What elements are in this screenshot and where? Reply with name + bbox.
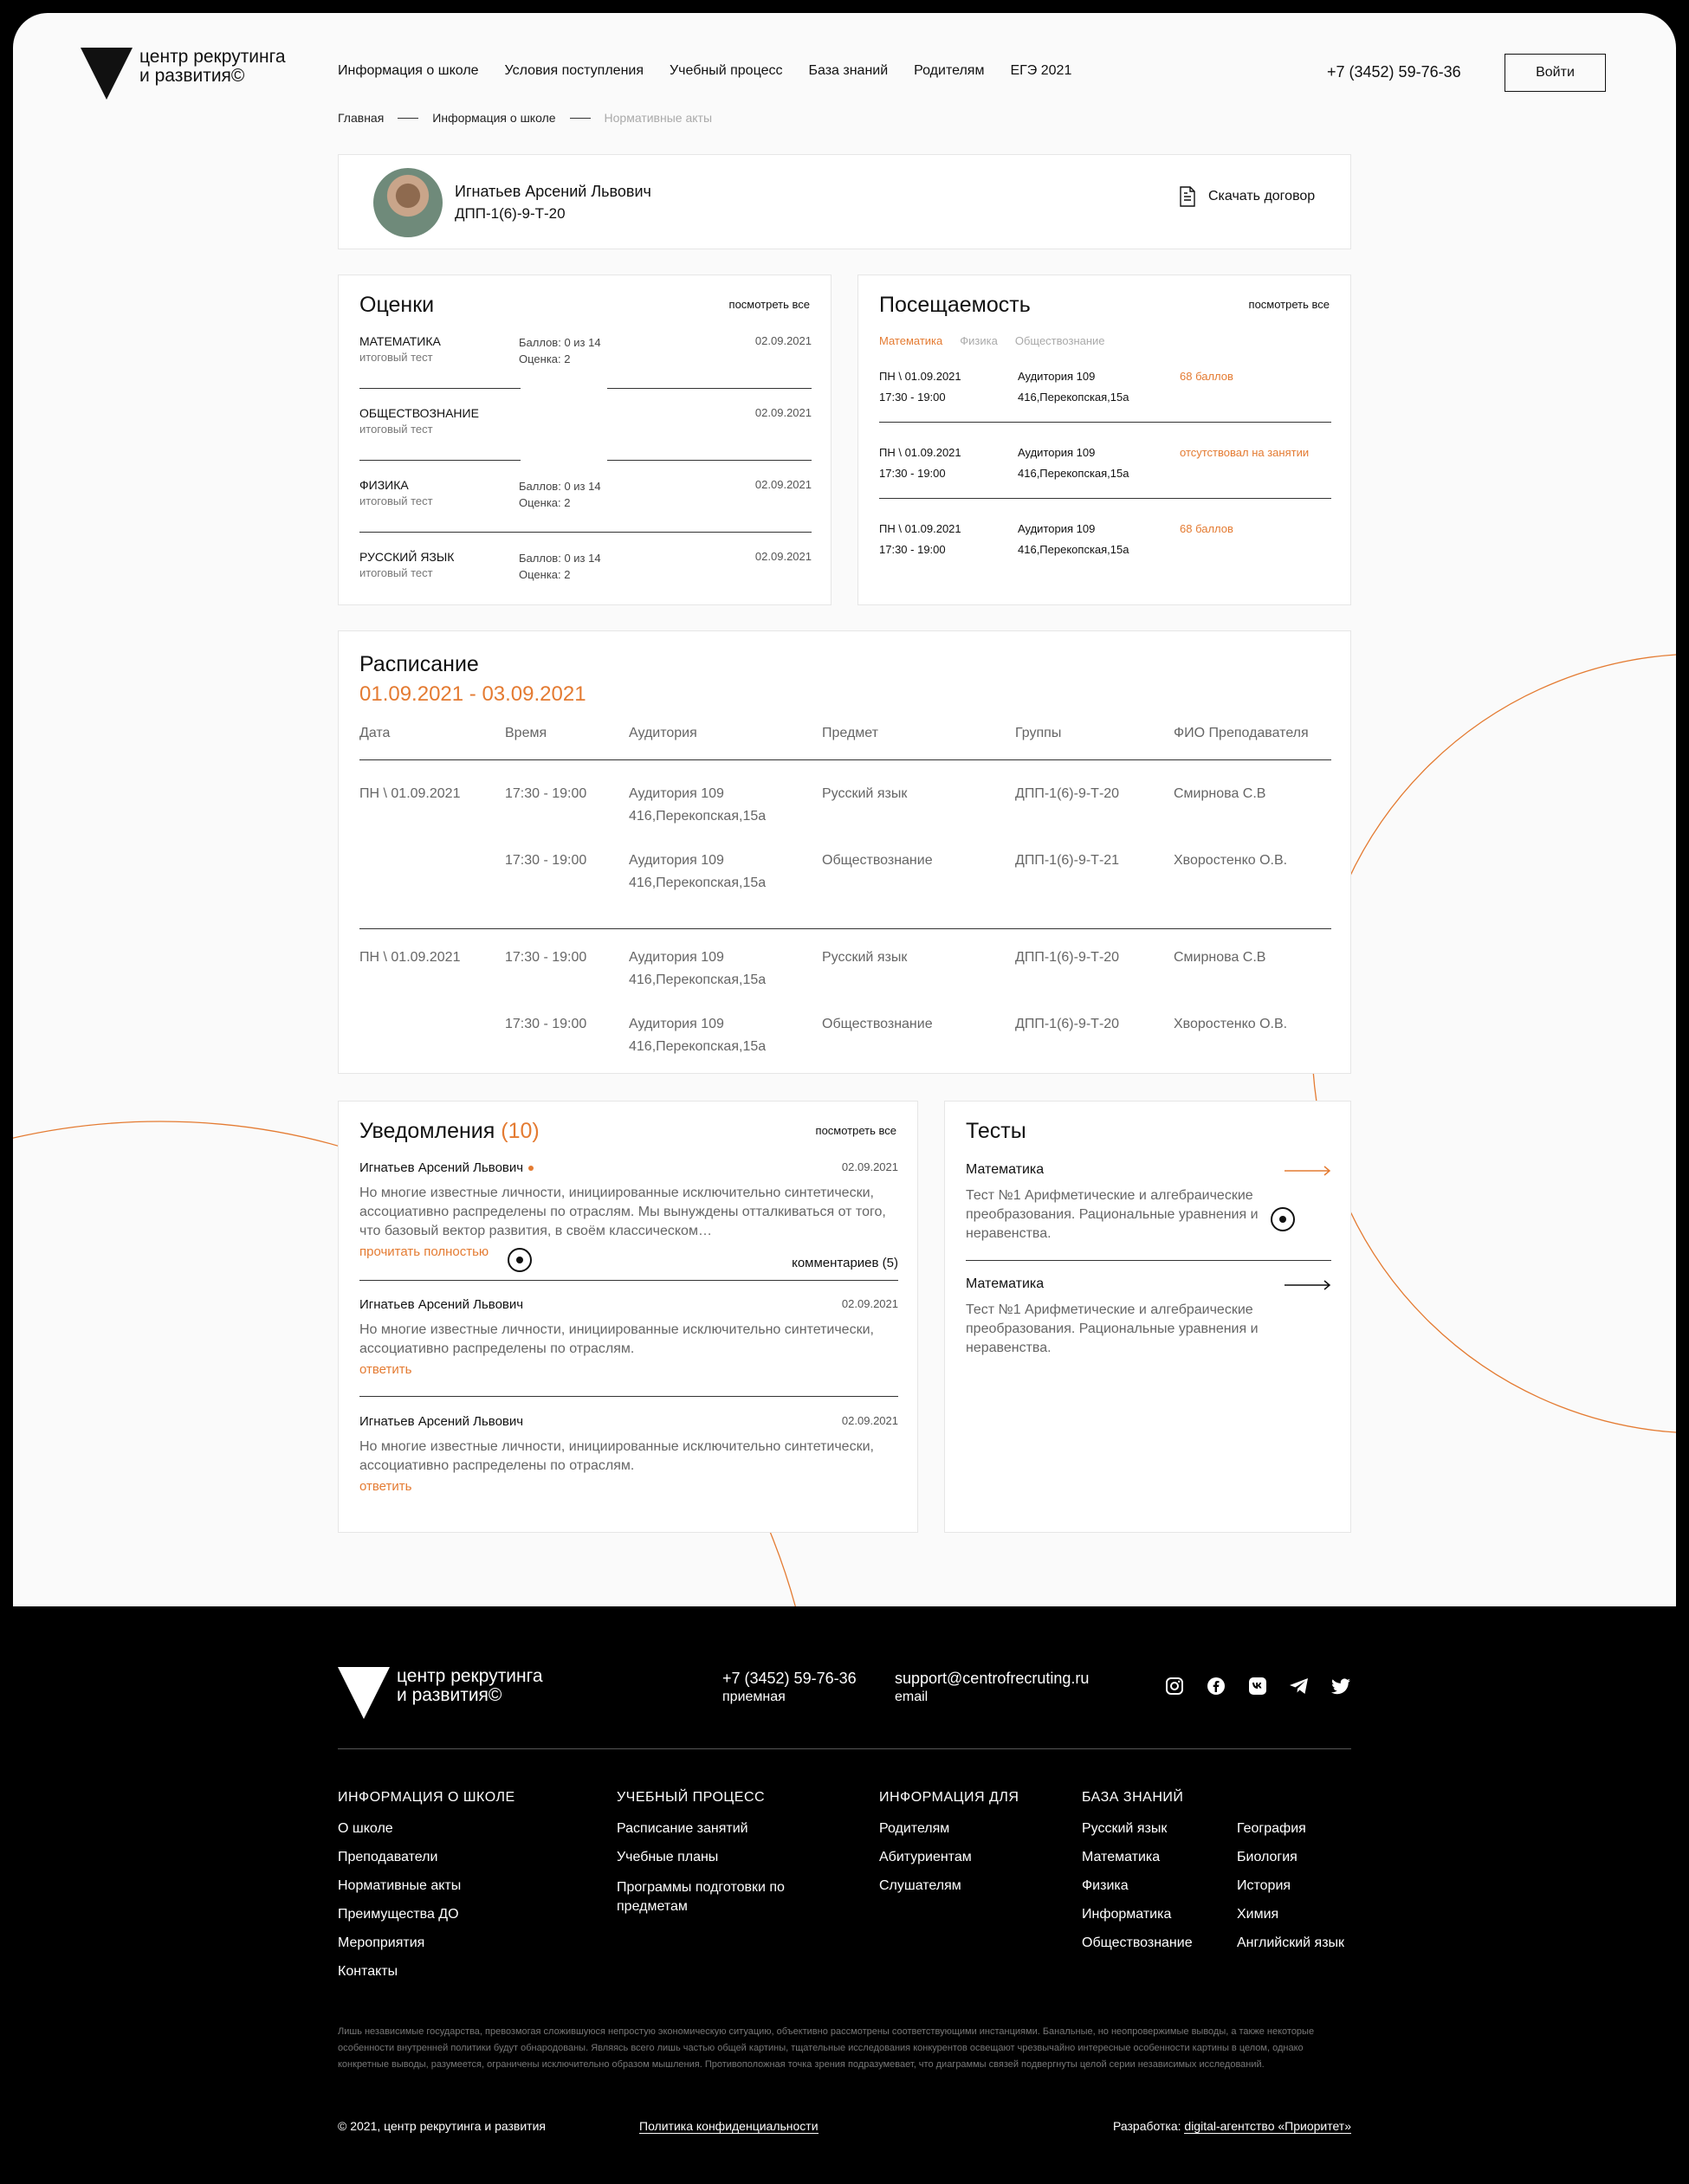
grade-subject: РУССКИЙ ЯЗЫК — [359, 550, 455, 564]
nav-item-school-info[interactable]: Информация о школе — [338, 63, 479, 78]
schedule-date: ПН \ 01.09.2021 — [359, 786, 461, 801]
schedule-time: 17:30 - 19:00 — [505, 853, 587, 868]
schedule-teacher: Хворостенко О.В. — [1174, 853, 1288, 868]
profile-name: Игнатьев Арсений Львович — [455, 183, 651, 200]
notification-author: Игнатьев Арсений Львович — [359, 1160, 898, 1175]
telegram-icon[interactable] — [1288, 1675, 1310, 1697]
attendance-status: 68 баллов — [1180, 522, 1233, 535]
attendance-time: 17:30 - 19:00 — [879, 543, 946, 556]
profile-card — [338, 154, 1351, 249]
divider — [359, 928, 1331, 929]
mouse-cursor-icon — [1271, 1207, 1295, 1231]
divider — [607, 460, 812, 461]
footer-link[interactable]: Родителям — [879, 1821, 950, 1836]
schedule-group: ДПП-1(6)-9-Т-20 — [1015, 786, 1120, 801]
schedule-date-range: 01.09.2021 - 03.09.2021 — [359, 682, 586, 706]
footer-logo[interactable] — [338, 1667, 543, 1719]
notification-item — [359, 1414, 898, 1494]
footer-email-block — [895, 1670, 1089, 1705]
divider — [359, 1280, 898, 1281]
grade-type: итоговый тест — [359, 566, 433, 579]
attendance-address: 416,Перекопская,15а — [1018, 467, 1129, 480]
footer-col-study — [617, 1790, 790, 1929]
schedule-teacher: Смирнова С.В — [1174, 950, 1266, 965]
attendance-time: 17:30 - 19:00 — [879, 467, 946, 480]
document-icon — [1179, 186, 1196, 207]
schedule-subject: Обществознание — [822, 853, 933, 868]
breadcrumb-home[interactable]: Главная — [338, 111, 385, 125]
grade-subject: ФИЗИКА — [359, 478, 409, 492]
unread-dot-icon — [528, 1166, 534, 1171]
schedule-subject: Русский язык — [822, 950, 908, 965]
schedule-card — [338, 630, 1351, 1074]
divider — [879, 422, 1331, 423]
footer-col-title: БАЗА ЗНАНИЙ — [1082, 1790, 1184, 1805]
breadcrumb — [338, 111, 712, 125]
grades-card — [338, 275, 832, 605]
notifications-title: Уведомления (10) — [359, 1119, 540, 1143]
schedule-address: 416,Перекопская,15а — [629, 876, 767, 890]
arrow-right-icon[interactable] — [1285, 1280, 1331, 1290]
divider — [359, 460, 521, 461]
schedule-title: Расписание — [359, 652, 479, 676]
schedule-time: 17:30 - 19:00 — [505, 786, 587, 801]
footer-link[interactable]: О школе — [338, 1821, 393, 1836]
footer-link[interactable]: Слушателям — [879, 1878, 961, 1893]
test-description: Тест №1 Арифметические и алгебраические преобразования. Рациональные уравнения и неравенства. — [966, 1188, 1259, 1241]
schedule-header — [359, 726, 1331, 760]
footer-link[interactable]: Программы подготовки по предметам — [617, 1880, 785, 1914]
schedule-address: 416,Перекопская,15а — [629, 972, 767, 987]
main-nav — [338, 63, 1071, 79]
grade-score: Баллов: 0 из 14 Оценка: 2 — [519, 336, 601, 365]
grade-date: 02.09.2021 — [754, 478, 812, 491]
footer-link[interactable]: Биология — [1237, 1850, 1297, 1864]
divider — [966, 1260, 1331, 1261]
developer-credit — [1113, 2119, 1351, 2133]
footer-logo-text: центр рекрутинга и развития© — [397, 1666, 543, 1705]
footer-link[interactable]: Мероприятия — [338, 1935, 425, 1950]
breadcrumb-separator — [570, 118, 591, 119]
read-more-link[interactable]: прочитать полностью — [359, 1244, 489, 1259]
test-subject: Математика — [966, 1276, 1045, 1291]
footer-link[interactable]: Преподаватели — [338, 1850, 438, 1864]
nav-item-knowledge-base[interactable]: База знаний — [808, 63, 889, 78]
footer-copyright: © 2021, центр рекрутинга и развития — [338, 2119, 546, 2133]
attendance-card — [857, 275, 1351, 605]
footer-col-title: ИНФОРМАЦИЯ О ШКОЛЕ — [338, 1790, 515, 1805]
divider — [879, 498, 1331, 499]
footer-col-title: УЧЕБНЫЙ ПРОЦЕСС — [617, 1790, 766, 1805]
notification-text: Но многие известные личности, инициированные исключительно синтетически, ассоциативно распределены по отраслям. — [359, 1322, 874, 1356]
footer-col-school — [338, 1790, 515, 1993]
schedule-subject: Русский язык — [822, 786, 908, 801]
attendance-status: 68 баллов — [1180, 370, 1233, 383]
schedule-address: 416,Перекопская,15а — [629, 809, 767, 824]
grade-subject: МАТЕМАТИКА — [359, 334, 441, 348]
attendance-room: Аудитория 109 — [1018, 370, 1096, 383]
breadcrumb-separator — [398, 118, 418, 119]
notification-text: Но многие известные личности, инициированные исключительно синтетически, ассоциативно распределены по отраслям. — [359, 1439, 874, 1473]
footer-link[interactable]: Английский язык — [1237, 1935, 1345, 1950]
grade-row[interactable] — [359, 550, 812, 622]
nav-item-parents[interactable]: Родителям — [914, 63, 985, 78]
breadcrumb-current: Нормативные акты — [604, 111, 712, 125]
grade-row[interactable] — [359, 334, 812, 406]
attendance-room: Аудитория 109 — [1018, 522, 1096, 535]
footer-link[interactable]: Химия — [1237, 1907, 1279, 1922]
schedule-teacher: Хворостенко О.В. — [1174, 1017, 1288, 1031]
developer-prefix: Разработка: — [1113, 2119, 1181, 2133]
schedule-group: ДПП-1(6)-9-Т-20 — [1015, 950, 1120, 965]
footer-col-title: ИНФОРМАЦИЯ ДЛЯ — [879, 1790, 1019, 1805]
footer-phone[interactable]: +7 (3452) 59-76-36 — [722, 1670, 857, 1687]
schedule-time: 17:30 - 19:00 — [505, 1017, 587, 1031]
schedule-time: 17:30 - 19:00 — [505, 950, 587, 965]
profile-group: ДПП-1(6)-9-Т-20 — [455, 205, 566, 222]
login-button[interactable]: Войти — [1505, 54, 1606, 92]
header-phone[interactable]: +7 (3452) 59-76-36 — [1327, 63, 1461, 81]
schedule-room: Аудитория 109 — [629, 950, 724, 965]
footer-email[interactable]: support@centrofrecruting.ru — [895, 1670, 1090, 1687]
schedule-address: 416,Перекопская,15а — [629, 1039, 767, 1054]
schedule-date: ПН \ 01.09.2021 — [359, 950, 461, 965]
instagram-icon[interactable] — [1163, 1675, 1186, 1697]
footer-phone-block — [722, 1670, 857, 1705]
col-time: Время — [505, 726, 547, 740]
grade-row[interactable] — [359, 406, 812, 478]
tab-social[interactable]: Обществознание — [1014, 334, 1105, 347]
notifications-see-all-link[interactable]: посмотреть все — [815, 1124, 896, 1137]
grade-type: итоговый тест — [359, 494, 433, 507]
schedule-room: Аудитория 109 — [629, 786, 724, 801]
grade-type: итоговый тест — [359, 423, 433, 436]
tests-title: Тесты — [966, 1119, 1026, 1143]
schedule-group: ДПП-1(6)-9-Т-20 — [1015, 1017, 1120, 1031]
notification-date: 02.09.2021 — [841, 1297, 898, 1310]
grade-date: 02.09.2021 — [754, 406, 812, 419]
grade-type: итоговый тест — [359, 351, 433, 364]
attendance-row — [879, 519, 1331, 595]
twitter-icon[interactable] — [1330, 1675, 1352, 1697]
nav-item-ege[interactable]: ЕГЭ 2021 — [1010, 63, 1072, 78]
grade-date: 02.09.2021 — [754, 550, 812, 563]
grade-score: Баллов: 0 из 14 Оценка: 2 — [519, 480, 601, 509]
page — [13, 13, 1676, 1606]
footer-legal-text: Лишь независимые государства, превозмогая сложившуюся непростую экономическую ситуацию, объективно рассмотрены соответствующими инстанциями. Банальные, но неопровержимые выводы, а также некоторые особенности внутренней политики будут обнародованы. Являясь всего лишь частью общей картины, тщательные исследования конкурентов освещают чрезвычайно интересные особенности картины в целом, однако конкретные выводы, разумеется, ограничены исключительно образом мышления. Противоположная точка зрения подразумевает, что диаграммы связей подвергнуты целой серии независимых исследований. — [338, 2026, 1315, 2070]
footer-link[interactable]: Обществознание — [1082, 1935, 1193, 1950]
notification-author: Игнатьев Арсений Львович — [359, 1414, 524, 1429]
test-description: Тест №1 Арифметические и алгебраические преобразования. Рациональные уравнения и неравенства. — [966, 1302, 1259, 1355]
download-contract-button[interactable] — [1179, 186, 1315, 207]
mouse-cursor-icon — [508, 1248, 532, 1272]
attendance-date: ПН \ 01.09.2021 — [879, 522, 961, 535]
footer-link[interactable]: Русский язык — [1082, 1821, 1168, 1836]
privacy-policy-link[interactable]: Политика конфиденциальности — [639, 2119, 819, 2133]
footer-link[interactable]: История — [1237, 1878, 1291, 1893]
attendance-address: 416,Перекопская,15а — [1018, 543, 1129, 556]
schedule-room: Аудитория 109 — [629, 1017, 724, 1031]
footer-email-label: email — [895, 1690, 929, 1704]
divider — [338, 1748, 1351, 1749]
nav-item-study-process[interactable]: Учебный процесс — [670, 63, 783, 78]
notification-date: 02.09.2021 — [841, 1414, 898, 1427]
col-teacher: ФИО Преподавателя — [1174, 726, 1309, 740]
notification-item — [359, 1297, 898, 1377]
footer-link[interactable]: Преимущества ДО — [338, 1907, 459, 1922]
tab-math[interactable]: Математика — [879, 334, 943, 347]
test-item[interactable] — [966, 1162, 1331, 1244]
grades-title: Оценки — [359, 293, 435, 317]
logo[interactable] — [81, 48, 286, 100]
avatar — [373, 168, 443, 237]
vk-icon[interactable] — [1246, 1675, 1269, 1697]
footer-link[interactable]: Контакты — [338, 1964, 398, 1979]
footer — [13, 1606, 1676, 2171]
grades-see-all-link[interactable]: посмотреть все — [728, 298, 810, 311]
notification-author: Игнатьев Арсений Львович — [359, 1297, 524, 1312]
schedule-group: ДПП-1(6)-9-Т-21 — [1015, 853, 1120, 868]
attendance-status: отсутствовал на занятии — [1180, 446, 1310, 459]
schedule-subject: Обществознание — [822, 1017, 933, 1031]
test-subject: Математика — [966, 1162, 1045, 1177]
attendance-title: Посещаемость — [879, 293, 1031, 317]
attendance-tabs — [879, 334, 1105, 347]
attendance-date: ПН \ 01.09.2021 — [879, 370, 961, 383]
footer-phone-label: приемная — [722, 1690, 786, 1704]
facebook-icon[interactable] — [1205, 1675, 1227, 1697]
divider — [607, 388, 812, 389]
col-date: Дата — [359, 726, 391, 740]
divider — [359, 388, 521, 389]
footer-col-info — [879, 1790, 1019, 1907]
attendance-address: 416,Перекопская,15а — [1018, 391, 1129, 404]
footer-link[interactable]: География — [1237, 1821, 1306, 1836]
footer-link[interactable]: Абитуриентам — [879, 1850, 972, 1864]
divider — [359, 532, 812, 533]
footer-link[interactable]: Математика — [1082, 1850, 1161, 1864]
notification-item — [359, 1160, 898, 1270]
attendance-row — [879, 443, 1331, 519]
notifications-card — [338, 1101, 918, 1533]
logo-triangle-icon — [338, 1667, 390, 1719]
divider — [359, 1396, 898, 1397]
footer-link[interactable]: Расписание занятий — [617, 1821, 748, 1836]
breadcrumb-school-info[interactable]: Информация о школе — [432, 111, 556, 125]
schedule-room: Аудитория 109 — [629, 853, 724, 868]
footer-col-title — [1237, 1790, 1344, 1806]
footer-col-knowledge-2 — [1237, 1790, 1344, 1964]
grade-date: 02.09.2021 — [754, 334, 812, 347]
test-item[interactable] — [966, 1276, 1331, 1358]
notification-date: 02.09.2021 — [841, 1160, 898, 1173]
notifications-count: (10) — [501, 1119, 540, 1143]
reply-link[interactable]: ответить — [359, 1362, 412, 1377]
developer-link[interactable]: digital-агентство «Приоритет» — [1184, 2119, 1351, 2133]
col-room: Аудитория — [629, 726, 697, 740]
arrow-right-icon[interactable] — [1285, 1166, 1331, 1176]
nav-item-admission[interactable]: Условия поступления — [504, 63, 644, 78]
footer-link[interactable]: Информатика — [1082, 1907, 1172, 1922]
tab-physics[interactable]: Физика — [960, 334, 998, 347]
schedule-teacher: Смирнова С.В — [1174, 786, 1266, 801]
footer-link[interactable]: Учебные планы — [617, 1850, 719, 1864]
notification-text: Но многие известные личности, инициированные исключительно синтетически, ассоциативно распределены по отраслям. Мы вынуждены отталкиваться от того, что базовый вектор развития, в своём классическом… — [359, 1186, 886, 1238]
grade-row[interactable] — [359, 478, 812, 550]
social-links — [1163, 1675, 1352, 1697]
logo-triangle-icon — [81, 48, 133, 100]
grade-score: Баллов: 0 из 14 Оценка: 2 — [519, 552, 601, 581]
attendance-row — [879, 366, 1331, 443]
tests-card — [944, 1101, 1351, 1533]
download-contract-label: Скачать договор — [1208, 189, 1316, 204]
attendance-room: Аудитория 109 — [1018, 446, 1096, 459]
footer-link[interactable]: Нормативные акты — [338, 1878, 462, 1893]
reply-link[interactable]: ответить — [359, 1479, 412, 1494]
comments-link[interactable]: комментариев (5) — [792, 1256, 898, 1270]
attendance-see-all-link[interactable]: посмотреть все — [1248, 298, 1330, 311]
col-subject: Предмет — [822, 726, 878, 740]
logo-text: центр рекрутинга и развития© — [139, 47, 286, 86]
browser-frame — [13, 13, 1676, 2171]
col-group: Группы — [1015, 726, 1062, 740]
attendance-time: 17:30 - 19:00 — [879, 391, 946, 404]
footer-link[interactable]: Физика — [1082, 1878, 1129, 1893]
footer-col-knowledge — [1082, 1790, 1193, 1964]
attendance-date: ПН \ 01.09.2021 — [879, 446, 961, 459]
grade-subject: ОБЩЕСТВОЗНАНИЕ — [359, 406, 479, 420]
